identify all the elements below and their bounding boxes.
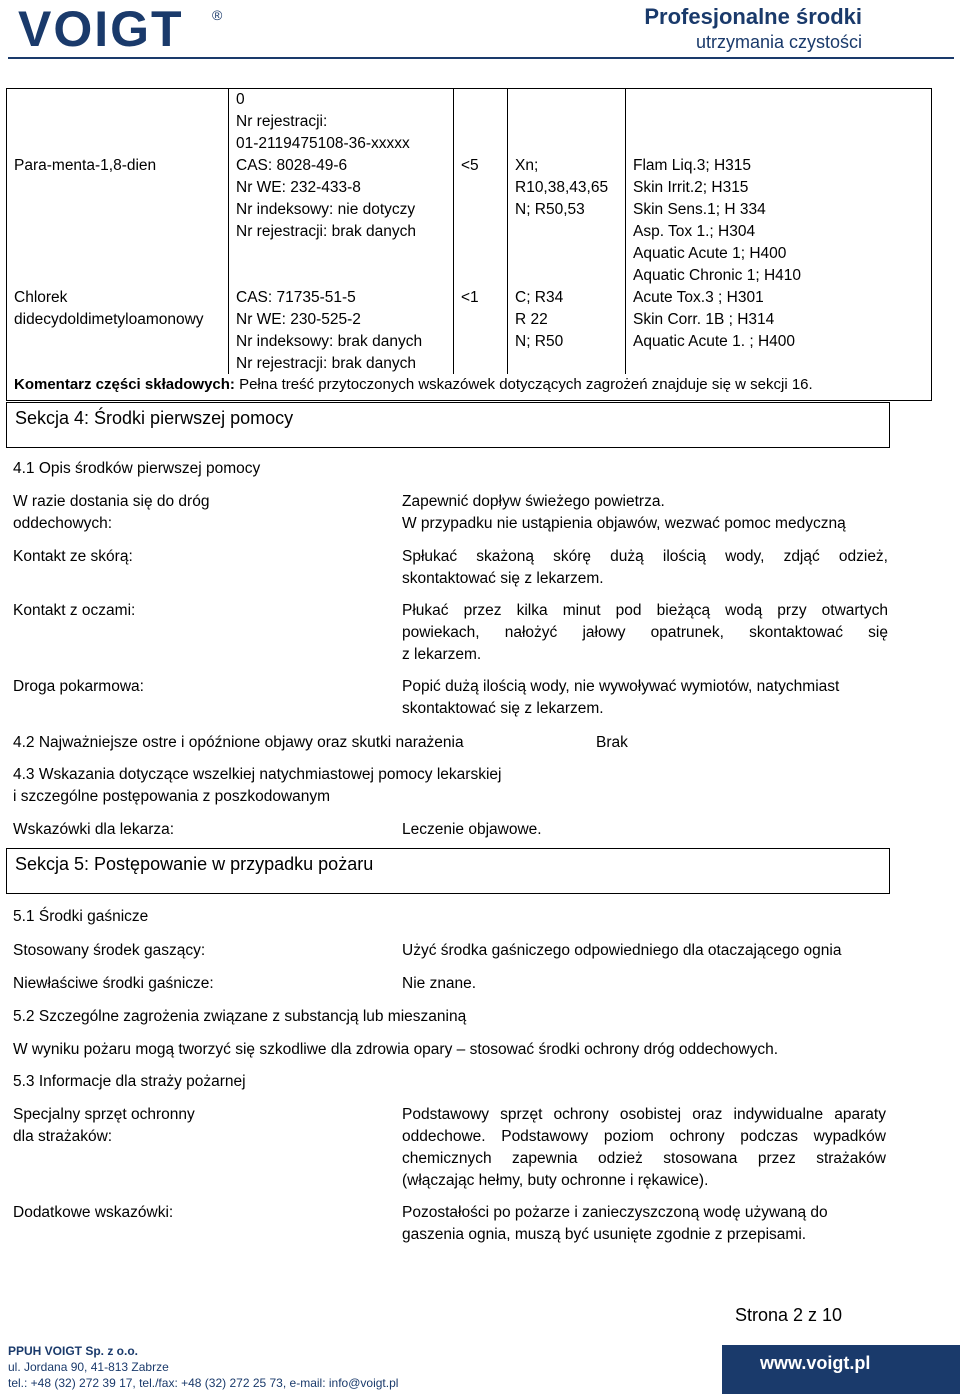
extinguishing-label: Stosowany środek gaszący: — [13, 942, 206, 959]
subsection-heading: 5.2 Szczególne zagrożenia związane z substancją lub mieszaniną — [13, 1008, 467, 1025]
first-aid-text: Popić dużą ilością wody, nie wywoływać wymiotów, natychmiast — [402, 678, 840, 695]
equipment-label: dla strażaków: — [13, 1128, 113, 1145]
tagline-line-2: utrzymania czystości — [695, 32, 862, 52]
table-cell: 0 — [236, 91, 245, 108]
table-cell: N; R50 — [515, 333, 564, 350]
table-col-divider — [507, 89, 508, 374]
composition-comment — [14, 374, 813, 396]
unsuitable-value: Nie znane. — [402, 975, 477, 992]
section-title: Sekcja 4: Środki pierwszej pomocy — [15, 408, 294, 428]
subsection-heading: 4.2 Najważniejsze ostre i opóźnione objawy oraz skutki narażenia — [13, 734, 464, 751]
first-aid-label: oddechowych: — [13, 515, 113, 532]
logo-registered-mark: ® — [212, 7, 223, 23]
first-aid-label: Kontakt z oczami: — [13, 602, 136, 619]
first-aid-text: Płukać przez kilka minut pod bieżącą wodą przy otwartych — [402, 602, 888, 619]
header-divider — [8, 57, 954, 59]
table-cell: Nr rejestracji: brak danych — [236, 223, 417, 240]
equipment-text: chemicznych zapewnia odzież stosowana przez strażaków — [402, 1150, 886, 1167]
comment-text: Pełna treść przytoczonych wskazówek dotyczących zagrożeń znajduje się w sekcji 16. — [234, 376, 813, 393]
extinguishing-value: Użyć środka gaśniczego odpowiedniego dla otaczającego ognia — [402, 942, 842, 959]
doctor-label: Wskazówki dla lekarza: — [13, 821, 175, 838]
table-cell: Nr WE: 232-433-8 — [236, 179, 361, 196]
footer-company: PPUH VOIGT Sp. z o.o. — [8, 1344, 139, 1358]
logo-text: VOIGT — [18, 4, 184, 52]
unsuitable-label: Niewłaściwe środki gaśnicze: — [13, 975, 214, 992]
voigt-logo-mark — [18, 4, 228, 52]
footer-contact: tel.: +48 (32) 272 39 17, tel./fax: +48 (32) 272 25 73, e-mail: info@voigt.pl — [8, 1376, 399, 1390]
equipment-text: Podstawowy sprzęt ochrony osobistej oraz indywidualne aparaty — [402, 1106, 886, 1123]
first-aid-text: W przypadku nie ustąpienia objawów, wezwać pomoc medyczną — [402, 515, 846, 532]
extra-text: gaszenia ognia, muszą być usunięte zgodnie z przepisami. — [402, 1226, 807, 1243]
voigt-logo — [18, 4, 228, 52]
hazard-text: W wyniku pożaru mogą tworzyć się szkodliwe dla zdrowia opary – stosować środki ochrony dróg oddechowych. — [13, 1041, 779, 1058]
footer-address: ul. Jordana 90, 41-813 Zabrze — [8, 1360, 169, 1374]
table-cell: Aquatic Acute 1. ; H400 — [633, 333, 795, 350]
table-cell: Skin Corr. 1B ; H314 — [633, 311, 775, 328]
first-aid-label: Kontakt ze skórą: — [13, 548, 133, 565]
first-aid-text: skontaktować się z lekarzem. — [402, 570, 604, 587]
substance-name: Chlorek — [14, 289, 68, 306]
extra-label: Dodatkowe wskazówki: — [13, 1204, 174, 1221]
substance-name: Para-menta-1,8-dien — [14, 157, 157, 174]
table-cell: R10,38,43,65 — [515, 179, 609, 196]
first-aid-label: W razie dostania się do dróg — [13, 493, 210, 510]
table-cell: Skin Irrit.2; H315 — [633, 179, 749, 196]
table-cell: Asp. Tox 1.; H304 — [633, 223, 756, 240]
first-aid-label: Droga pokarmowa: — [13, 678, 144, 695]
table-col-divider — [228, 89, 229, 374]
footer-website[interactable]: www.voigt.pl — [760, 1353, 871, 1373]
first-aid-text: powiekach, nałożyć jałowy opatrunek, skontaktować się — [402, 624, 888, 641]
symptoms-value: Brak — [596, 734, 628, 751]
equipment-text: oddechowe. Podstawowy poziom ochrony podczas wypadków — [402, 1128, 886, 1145]
subsection-heading: 4.1 Opis środków pierwszej pomocy — [13, 460, 261, 477]
table-cell: CAS: 8028-49-6 — [236, 157, 348, 174]
table-cell: CAS: 71735-51-5 — [236, 289, 356, 306]
composition-table — [6, 88, 932, 401]
table-cell: Aquatic Chronic 1; H410 — [633, 267, 802, 284]
subsection-heading: 5.3 Informacje dla straży pożarnej — [13, 1073, 246, 1090]
subsection-heading: 5.1 Środki gaśnicze — [13, 908, 149, 925]
table-cell: Xn; — [515, 157, 539, 174]
table-cell: N; R50,53 — [515, 201, 585, 218]
substance-name: didecydoldimetyloamonowy — [14, 311, 204, 328]
table-cell: Nr rejestracji: — [236, 113, 328, 130]
table-cell: C; R34 — [515, 289, 564, 306]
table-cell: Nr indeksowy: nie dotyczy — [236, 201, 416, 218]
table-col-divider — [625, 89, 626, 374]
table-col-divider — [453, 89, 454, 374]
extra-text: Pozostałości po pożarze i zanieczyszczoną wodę używaną do — [402, 1204, 828, 1221]
header-tagline — [562, 4, 862, 56]
table-cell: Nr WE: 230-525-2 — [236, 311, 361, 328]
section-4-header — [6, 402, 890, 448]
page-number: Strona 2 z 10 — [735, 1305, 843, 1325]
concentration: <5 — [461, 157, 479, 174]
first-aid-text: Spłukać skażoną skórę dużą ilością wody, zdjąć odzież, — [402, 548, 888, 565]
table-cell: Nr rejestracji: brak danych — [236, 355, 417, 372]
comment-label: Komentarz części składowych: — [14, 376, 235, 393]
subsection-heading: 4.3 Wskazania dotyczące wszelkiej natychmiastowej pomocy lekarskiej — [13, 766, 502, 783]
first-aid-text: Zapewnić dopływ świeżego powietrza. — [402, 493, 665, 510]
table-cell: Aquatic Acute 1; H400 — [633, 245, 787, 262]
equipment-label: Specjalny sprzęt ochronny — [13, 1106, 195, 1123]
doctor-value: Leczenie objawowe. — [402, 821, 542, 838]
table-cell: Acute Tox.3 ; H301 — [633, 289, 764, 306]
section-title: Sekcja 5: Postępowanie w przypadku pożaru — [15, 854, 374, 874]
table-cell: Skin Sens.1; H 334 — [633, 201, 766, 218]
concentration: <1 — [461, 289, 479, 306]
table-cell: 01-2119475108-36-xxxxx — [236, 135, 410, 152]
table-cell: Flam Liq.3; H315 — [633, 157, 752, 174]
first-aid-text: skontaktować się z lekarzem. — [402, 700, 604, 717]
table-cell: Nr indeksowy: brak danych — [236, 333, 423, 350]
subsection-heading: i szczególne postępowania z poszkodowanym — [13, 788, 331, 805]
table-cell: R 22 — [515, 311, 548, 328]
first-aid-text: z lekarzem. — [402, 646, 482, 663]
section-5-header — [6, 848, 890, 894]
equipment-text: (włączając hełmy, buty ochronne i rękawice). — [402, 1172, 709, 1189]
tagline-line-1: Profesjonalne środki — [644, 4, 862, 29]
